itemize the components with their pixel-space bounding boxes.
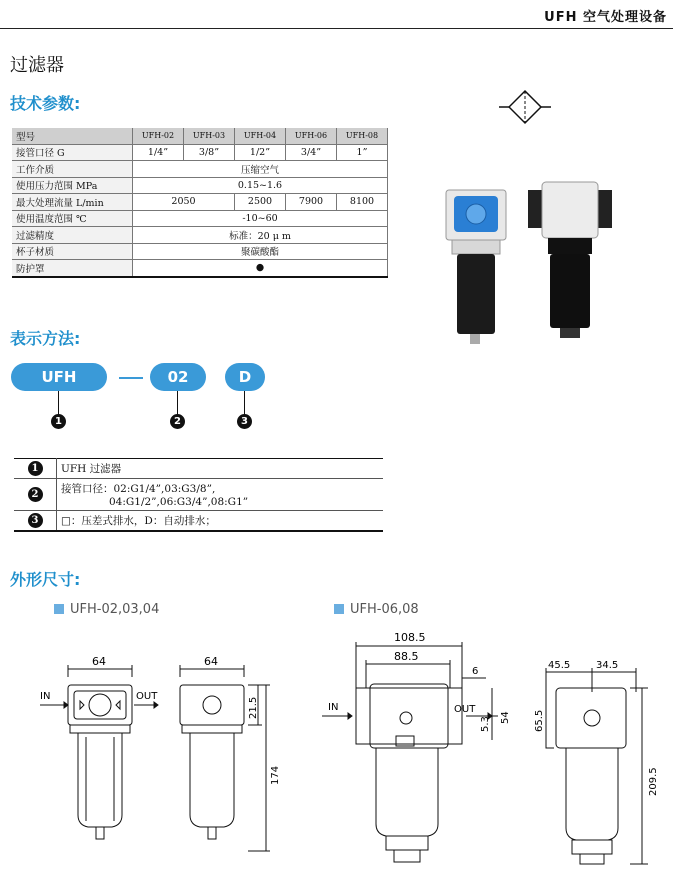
table-cell: 8100	[337, 194, 388, 211]
legend-marker-3: 3	[28, 513, 43, 528]
dim-width-front: 64	[92, 655, 106, 668]
out-label: OUT	[136, 691, 158, 702]
section-dimensions-heading: 外形尺寸:	[10, 570, 81, 589]
table-row	[12, 227, 388, 244]
row-label: 杯子材质	[12, 243, 133, 260]
row-label: 接管口径 G	[12, 144, 133, 161]
out-label: OUT	[454, 704, 476, 715]
code-part-drain: D	[225, 363, 265, 391]
code-marker-2: 2	[170, 414, 185, 429]
table-cell: 1/4”	[133, 144, 184, 161]
table-cell: 1/2”	[235, 144, 286, 161]
row-label: 使用温度范围 ℃	[12, 210, 133, 227]
table-cell: 聚碳酸酯	[133, 243, 388, 260]
legend-text: 接管口径：02:G1/4”,03:G3/8”,	[61, 483, 216, 495]
table-row	[12, 177, 388, 194]
dim-bracket-width: 88.5	[394, 650, 419, 663]
code-marker-1: 1	[51, 414, 66, 429]
code-leader-line	[244, 391, 245, 415]
table-cell: 7900	[286, 194, 337, 211]
section-specs-heading: 技术参数:	[10, 94, 81, 113]
table-cell: 0.15~1.6	[133, 177, 388, 194]
table-cell: -10~60	[133, 210, 388, 227]
table-row	[12, 210, 388, 227]
row-label: 工作介质	[12, 161, 133, 178]
drawing-title-small: UFH-02,03,04	[54, 602, 159, 617]
table-cell: 1”	[337, 144, 388, 161]
table-cell: 标准：20 μ m	[133, 227, 388, 244]
dim-side-left: 45.5	[548, 660, 571, 671]
table-row	[12, 243, 388, 260]
table-cell: 2500	[235, 194, 286, 211]
header-title: UFH 空气处理设备	[544, 10, 667, 25]
table-row	[12, 128, 388, 144]
dim-side-top: 65.5	[534, 709, 545, 732]
section-ordering-heading: 表示方法:	[10, 329, 81, 348]
row-label: 过滤精度	[12, 227, 133, 244]
table-row	[12, 144, 388, 161]
table-cell: 压缩空气	[133, 161, 388, 178]
table-cell: UFH-02	[133, 128, 184, 144]
in-label: IN	[328, 702, 339, 713]
legend-text: □：压差式排水，D：自动排水；	[57, 511, 384, 532]
table-cell: 2050	[133, 194, 235, 211]
drawing-large-filter	[322, 628, 662, 883]
dim-port-height: 5.3	[480, 716, 491, 732]
code-marker-3: 3	[237, 414, 252, 429]
table-row	[12, 260, 388, 277]
code-leader-line	[58, 391, 59, 415]
product-photo-large-filter	[520, 178, 620, 348]
legend-marker-1: 1	[28, 461, 43, 476]
dim-hole: 6	[472, 666, 479, 677]
table-row	[14, 459, 383, 479]
page-title: 过滤器	[10, 55, 64, 76]
code-part-series: UFH	[11, 363, 107, 391]
row-label: 防护罩	[12, 260, 133, 277]
table-cell: UFH-08	[337, 128, 388, 144]
legend-text: UFH 过滤器	[57, 459, 384, 479]
legend-marker-2: 2	[28, 487, 43, 502]
dim-width-side: 64	[204, 655, 218, 668]
dim-body-height: 54	[500, 711, 511, 724]
table-row	[14, 479, 383, 511]
code-separator	[119, 377, 143, 379]
table-cell: ●	[133, 260, 388, 277]
code-leader-line	[177, 391, 178, 415]
drawing-small-filter	[40, 655, 300, 875]
filter-symbol-icon	[497, 85, 557, 133]
table-row	[12, 194, 388, 211]
row-label: 使用压力范围 MPa	[12, 177, 133, 194]
row-label: 型号	[12, 128, 133, 144]
spec-table	[12, 128, 388, 278]
code-part-port-size: 02	[150, 363, 206, 391]
dim-height-total: 209.5	[648, 767, 659, 796]
table-row	[14, 511, 383, 532]
legend-text: 04:G1/2”,06:G3/4”,08:G1”	[109, 496, 249, 508]
table-cell: 3/4”	[286, 144, 337, 161]
drawing-title-large: UFH-06,08	[334, 602, 419, 617]
table-cell: 3/8”	[184, 144, 235, 161]
table-cell: UFH-03	[184, 128, 235, 144]
table-row	[12, 161, 388, 178]
legend-square-icon	[54, 604, 64, 614]
dim-side-right: 34.5	[596, 660, 619, 671]
dim-total-width: 108.5	[394, 631, 426, 644]
header-divider	[0, 28, 673, 29]
in-label: IN	[40, 691, 51, 702]
code-legend-table	[14, 458, 383, 532]
table-cell: UFH-06	[286, 128, 337, 144]
row-label: 最大处理流量 L/min	[12, 194, 133, 211]
legend-square-icon	[334, 604, 344, 614]
dim-height-top: 21.5	[248, 696, 259, 719]
table-cell: UFH-04	[235, 128, 286, 144]
dim-height-total: 174	[270, 765, 281, 785]
